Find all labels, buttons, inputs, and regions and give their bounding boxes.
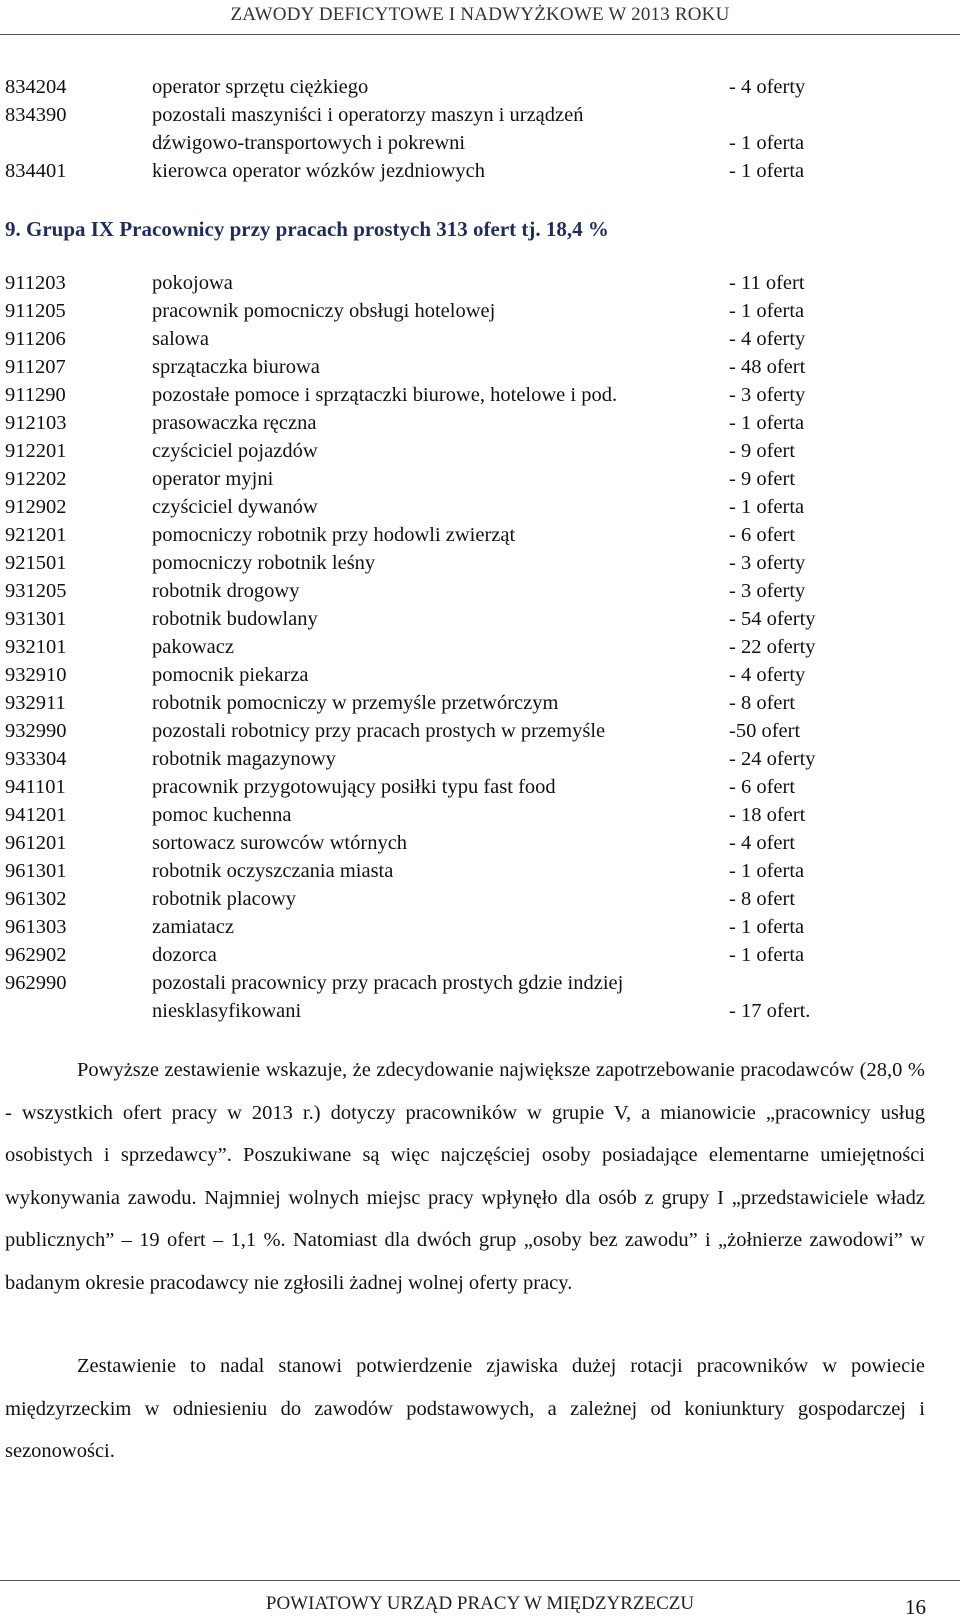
occupation-code: 962902 — [5, 944, 67, 966]
table-row — [5, 73, 905, 101]
occupation-name: pozostałe pomoce i sprzątaczki biurowe, hotelowe i pod. — [152, 384, 618, 406]
occupation-code: 961301 — [5, 860, 67, 882]
page-footer — [0, 1580, 960, 1617]
offer-count: - 4 oferty — [729, 664, 806, 686]
table-row — [5, 409, 905, 437]
occupation-code: 961303 — [5, 916, 67, 938]
offer-count: - 9 ofert — [729, 468, 796, 490]
occupation-name: pomoc kuchenna — [152, 804, 292, 826]
table-row — [5, 997, 905, 1025]
occupation-name: robotnik placowy — [152, 888, 297, 910]
offer-count: - 9 ofert — [729, 440, 796, 462]
occupation-code: 911206 — [5, 328, 66, 350]
occupation-code: 834204 — [5, 76, 67, 98]
occupation-name: robotnik oczyszczania miasta — [152, 860, 394, 882]
offer-count: - 3 oferty — [729, 552, 806, 574]
paragraph-summary: Powyższe zestawienie wskazuje, że zdecydowanie największe zapotrzebowanie pracodawców (28,0 % - wszystkich ofert pracy w 2013 r.) dotyczy pracowników w grupie V, a mianowicie „pracownicy usług osobistych i sprzedawcy”. Poszukiwane są więc najczęściej osoby posiadające elementarne umiejętności wykonywania zawodu. Najmniej wolnych miejsc pracy wpłynęło dla osób z grupy I „przedstawiciele władz publicznych” – 19 ofert – 1,1 %. Natomiast dla dwóch grup „osoby bez zawodu” i „żołnierze zawodowi” w badanym okresie pracodawcy nie zgłosili żadnej wolnej oferty pracy. — [5, 1059, 925, 1294]
table-row — [5, 101, 905, 129]
table-row — [5, 689, 905, 717]
offer-count: - 24 oferty — [729, 748, 816, 770]
table-row — [5, 549, 905, 577]
offer-count: - 6 ofert — [729, 524, 796, 546]
occupation-name: pokojowa — [152, 272, 233, 294]
occupation-code: 911205 — [5, 300, 66, 322]
offer-count: - 1 oferta — [729, 944, 805, 966]
offer-count: - 3 oferty — [729, 384, 806, 406]
occupation-name: pracownik pomocniczy obsługi hotelowej — [152, 300, 496, 322]
offer-count: - 1 oferta — [729, 300, 805, 322]
table-row — [5, 381, 905, 409]
occupation-name: robotnik pomocniczy w przemyśle przetwórczym — [152, 692, 559, 714]
occupation-code: 941201 — [5, 804, 67, 826]
occupation-name: czyściciel dywanów — [152, 496, 318, 518]
footer-office: POWIATOWY URZĄD PRACY W MIĘDZYRZECZU — [265, 1593, 695, 1614]
table-row — [5, 521, 905, 549]
offer-count: - 6 ofert — [729, 776, 796, 798]
table-row — [5, 157, 905, 185]
offer-count: - 1 oferta — [729, 916, 805, 938]
page-header — [0, 4, 960, 35]
offer-count: - 3 oferty — [729, 580, 806, 602]
table-row — [5, 633, 905, 661]
table-row — [5, 745, 905, 773]
table-row — [5, 325, 905, 353]
table-row — [5, 661, 905, 689]
offer-count: - 8 ofert — [729, 888, 796, 910]
table-row — [5, 269, 905, 297]
occupation-code: 912202 — [5, 468, 67, 490]
occupation-code: 911203 — [5, 272, 66, 294]
paragraph-conclusion: Zestawienie to nadal stanowi potwierdzenie zjawiska dużej rotacji pracowników w powiecie międzyrzeckim w odniesieniu do zawodów podstawowych, a zależnej od koniunktury gospodarczej i sezonowości. — [5, 1355, 925, 1463]
offer-count: - 8 ofert — [729, 692, 796, 714]
occupation-code: 912201 — [5, 440, 67, 462]
occupation-code: 834390 — [5, 104, 67, 126]
occupation-name: operator myjni — [152, 468, 274, 490]
offer-count: - 48 ofert — [729, 356, 806, 378]
offer-count: - 4 oferty — [729, 328, 806, 350]
table-row — [5, 913, 905, 941]
offer-count: -50 ofert — [729, 720, 801, 742]
table-row — [5, 969, 905, 997]
table-row — [5, 297, 905, 325]
occupation-code: 961302 — [5, 888, 67, 910]
offer-count: - 1 oferta — [729, 160, 805, 182]
occupation-name: pracownik przygotowujący posiłki typu fast food — [152, 776, 556, 798]
occupation-code: 931301 — [5, 608, 67, 630]
occupation-code: 931205 — [5, 580, 67, 602]
occupation-name: niesklasyfikowani — [152, 1000, 302, 1022]
occupation-name: sprzątaczka biurowa — [152, 356, 320, 378]
offer-count: - 1 oferta — [729, 132, 805, 154]
occupation-name: pozostali pracownicy przy pracach prostych gdzie indziej — [152, 972, 624, 994]
offer-count: - 4 oferty — [729, 76, 806, 98]
offer-count: - 18 ofert — [729, 804, 806, 826]
occupation-name: pomocniczy robotnik przy hodowli zwierząt — [152, 524, 516, 546]
occupation-name: robotnik drogowy — [152, 580, 300, 602]
occupation-code: 941101 — [5, 776, 66, 798]
table-row — [5, 773, 905, 801]
occupation-code: 962990 — [5, 972, 67, 994]
offer-count: - 17 ofert. — [729, 1000, 811, 1022]
occupation-code: 911207 — [5, 356, 66, 378]
table-row — [5, 717, 905, 745]
occupation-code: 921201 — [5, 524, 67, 546]
table-row — [5, 885, 905, 913]
offer-count: - 1 oferta — [729, 496, 805, 518]
occupation-name: salowa — [152, 328, 209, 350]
occupation-code: 921501 — [5, 552, 67, 574]
table-row — [5, 493, 905, 521]
offer-count: - 1 oferta — [729, 412, 805, 434]
table-row — [5, 801, 905, 829]
occupation-name: pomocniczy robotnik leśny — [152, 552, 376, 574]
offer-count: - 22 oferty — [729, 636, 816, 658]
occupation-name: zamiatacz — [152, 916, 234, 938]
occupation-code: 933304 — [5, 748, 67, 770]
occupation-name: pozostali robotnicy przy pracach prostych w przemyśle — [152, 720, 606, 742]
occupation-code: 911290 — [5, 384, 66, 406]
table-row — [5, 465, 905, 493]
offer-count: - 54 oferty — [729, 608, 816, 630]
occupation-code: 961201 — [5, 832, 67, 854]
occupation-name: dźwigowo-transportowych i pokrewni — [152, 132, 466, 154]
table-row — [5, 437, 905, 465]
occupation-code: 932911 — [5, 692, 66, 714]
table-row — [5, 353, 905, 381]
occupation-name: operator sprzętu ciężkiego — [152, 76, 369, 98]
page-number: 16 — [905, 1595, 926, 1619]
table-row — [5, 941, 905, 969]
occupation-code: 932910 — [5, 664, 67, 686]
offer-count: - 1 oferta — [729, 860, 805, 882]
occupation-code: 912902 — [5, 496, 67, 518]
occupation-code: 912103 — [5, 412, 67, 434]
occupation-name: robotnik magazynowy — [152, 748, 336, 770]
group-heading: 9. Grupa IX Pracownicy przy pracach prostych 313 ofert tj. 18,4 % — [5, 217, 609, 241]
offer-count: - 4 ofert — [729, 832, 796, 854]
table-row — [5, 829, 905, 857]
table-row — [5, 129, 905, 157]
offer-count: - 11 ofert — [729, 272, 805, 294]
occupation-name: robotnik budowlany — [152, 608, 318, 630]
table-row — [5, 577, 905, 605]
table-row — [5, 605, 905, 633]
occupation-name: pomocnik piekarza — [152, 664, 309, 686]
occupation-name: sortowacz surowców wtórnych — [152, 832, 408, 854]
occupation-name: pozostali maszyniści i operatorzy maszyn i urządzeń — [152, 104, 584, 126]
occupation-name: pakowacz — [152, 636, 234, 658]
occupation-code: 932990 — [5, 720, 67, 742]
occupation-code: 932101 — [5, 636, 67, 658]
occupation-name: czyściciel pojazdów — [152, 440, 318, 462]
occupation-name: dozorca — [152, 944, 217, 966]
occupation-code: 834401 — [5, 160, 67, 182]
header-title: ZAWODY DEFICYTOWE I NADWYŻKOWE W 2013 ROKU — [230, 4, 730, 25]
occupation-name: prasowaczka ręczna — [152, 412, 317, 434]
occupation-name: kierowca operator wózków jezdniowych — [152, 160, 485, 182]
table-row — [5, 857, 905, 885]
